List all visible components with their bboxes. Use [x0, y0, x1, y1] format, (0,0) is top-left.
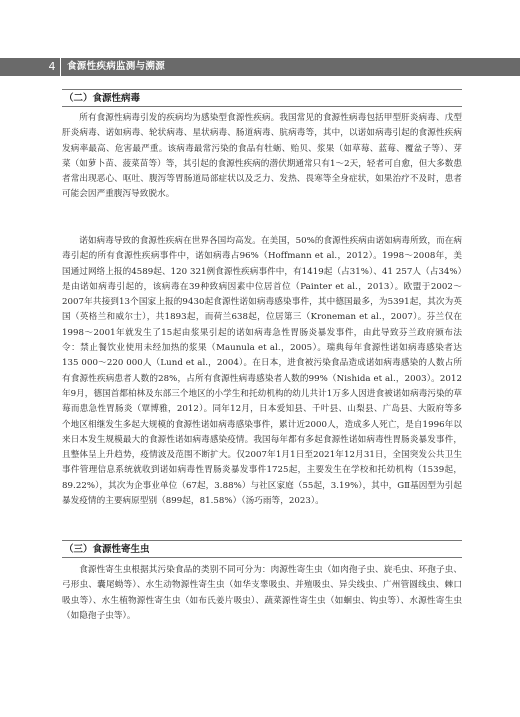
section-heading-parasites: （三）食源性寄生虫 [62, 540, 462, 558]
paragraph-virus-overview: 所有食源性病毒引发的疾病均为感染型食源性疾病。我国常见的食源性病毒包括甲型肝炎病毒、戊型肝炎病毒、诺如病毒、轮状病毒、星状病毒、肠道病毒、肮病毒等，其中，以诺如病毒引起的食源性疾病发病率最高、危害最严重。该病毒最常污染的食品有牡蛎、贻贝、浆果（如草莓、蓝莓、覆盆子等）、芽菜（如萝卜苗、菠菜苗等）等，其引起的食源性疾病的潜伏期通常只有1～2天，轻者可自愈，但大多数患者常出现恶心、呕吐、腹泻等胃肠道局部症状以及乏力、发热、畏寒等全身症状，如果治疗不及时，患者可能会因严重腹泻导致脱水。 [62, 113, 463, 200]
paragraph-norovirus-epidemiology: 诺如病毒导致的食源性疾病在世界各国均高发。在美国，50%的食源性疾病由诺如病毒所致，而在病毒引起的所有食源性疾病事件中，诺如病毒占96%（Hoffmann et al.，2012）。1998～2008年，美国通过网络上报的4589起、120 321例食源性疾病事件中，有1419起（占31%）、41 257人（占34%）是由诺如病毒引起的，该病毒在39种致病因素中位居首位（Painter et al.，2013）。欧盟于2002～2007年共接到13个国家上报的9430起食源性诺如病毒感染事件，其中德国最多，为5391起，其次为英国（英格兰和威尔士），共1893起，而荷兰638起，位居第三（Kroneman et al.，2007）。芬兰仅在1998～2001年就发生了15起由浆果引起的诺如病毒急性胃肠炎暴发事件，由此导致芬兰政府颁布法令：禁止餐饮业使用未经加热的浆果（Maunula et al.，2005）。瑞典每年食源性诺如病毒感染者达135 000～220 000人（Lund et al.，2004）。在日本，进食被污染食品造成诺如病毒感染的人数占所有食源性疾病患者人数的28%，占所有食源性病毒感染者人数的99%（Nishida et al.，2003）。2012年9月，德国首都柏林及东部三个地区的小学生和托幼机构的幼儿共计1万多人因进食被诺如病毒污染的草莓而患急性胃肠炎（覃博雅，2012）。同年12月，日本爱知县、千叶县、山梨县、广岛县、大阪府等多个地区相继发生多起大规模的食源性诺如病毒感染事件，累计近2000人，造成多人死亡，是自1996年以来日本发生规模最大的食源性诺如病毒感染疫情。我国每年都有多起食源性诺如病毒性胃肠炎暴发事件，且整体呈上升趋势，疫情波及范围不断扩大。仅2007年1月1日至2021年12月31日，全国突发公共卫生事件管理信息系统就收到诺如病毒性胃肠炎暴发事件1725起，主要发生在学校和托幼机构（1539起，89.22%），其次为企事业单位（67起，3.88%）与社区家庭（55起，3.19%），其中，GⅡ基因型为引起暴发疫情的主要病原型别（899起，81.58%）（汤巧雨等，2023）。 [62, 236, 463, 507]
running-header-title: 食源性疾病监测与溯源 [67, 61, 166, 72]
paragraph-parasite-classification: 食源性寄生虫根据其污染食品的类别不同可分为：肉源性寄生虫（如肉孢子虫、旋毛虫、环孢子虫、弓形虫、囊尾蚴等）、水生动物源性寄生虫（如华支睾吸虫、并殖吸虫、异尖线虫、广州管圆线虫、棘口吸虫等）、水生植物源性寄生虫（如布氏姜片吸虫）、蔬菜源性寄生虫（如蛔虫、钩虫等）、水源性寄生虫（如隐孢子虫等）。 [62, 565, 462, 621]
header-divider [60, 58, 61, 76]
section-heading-viruses: （二）食源性病毒 [62, 89, 462, 107]
page-number: 4 [48, 60, 56, 73]
